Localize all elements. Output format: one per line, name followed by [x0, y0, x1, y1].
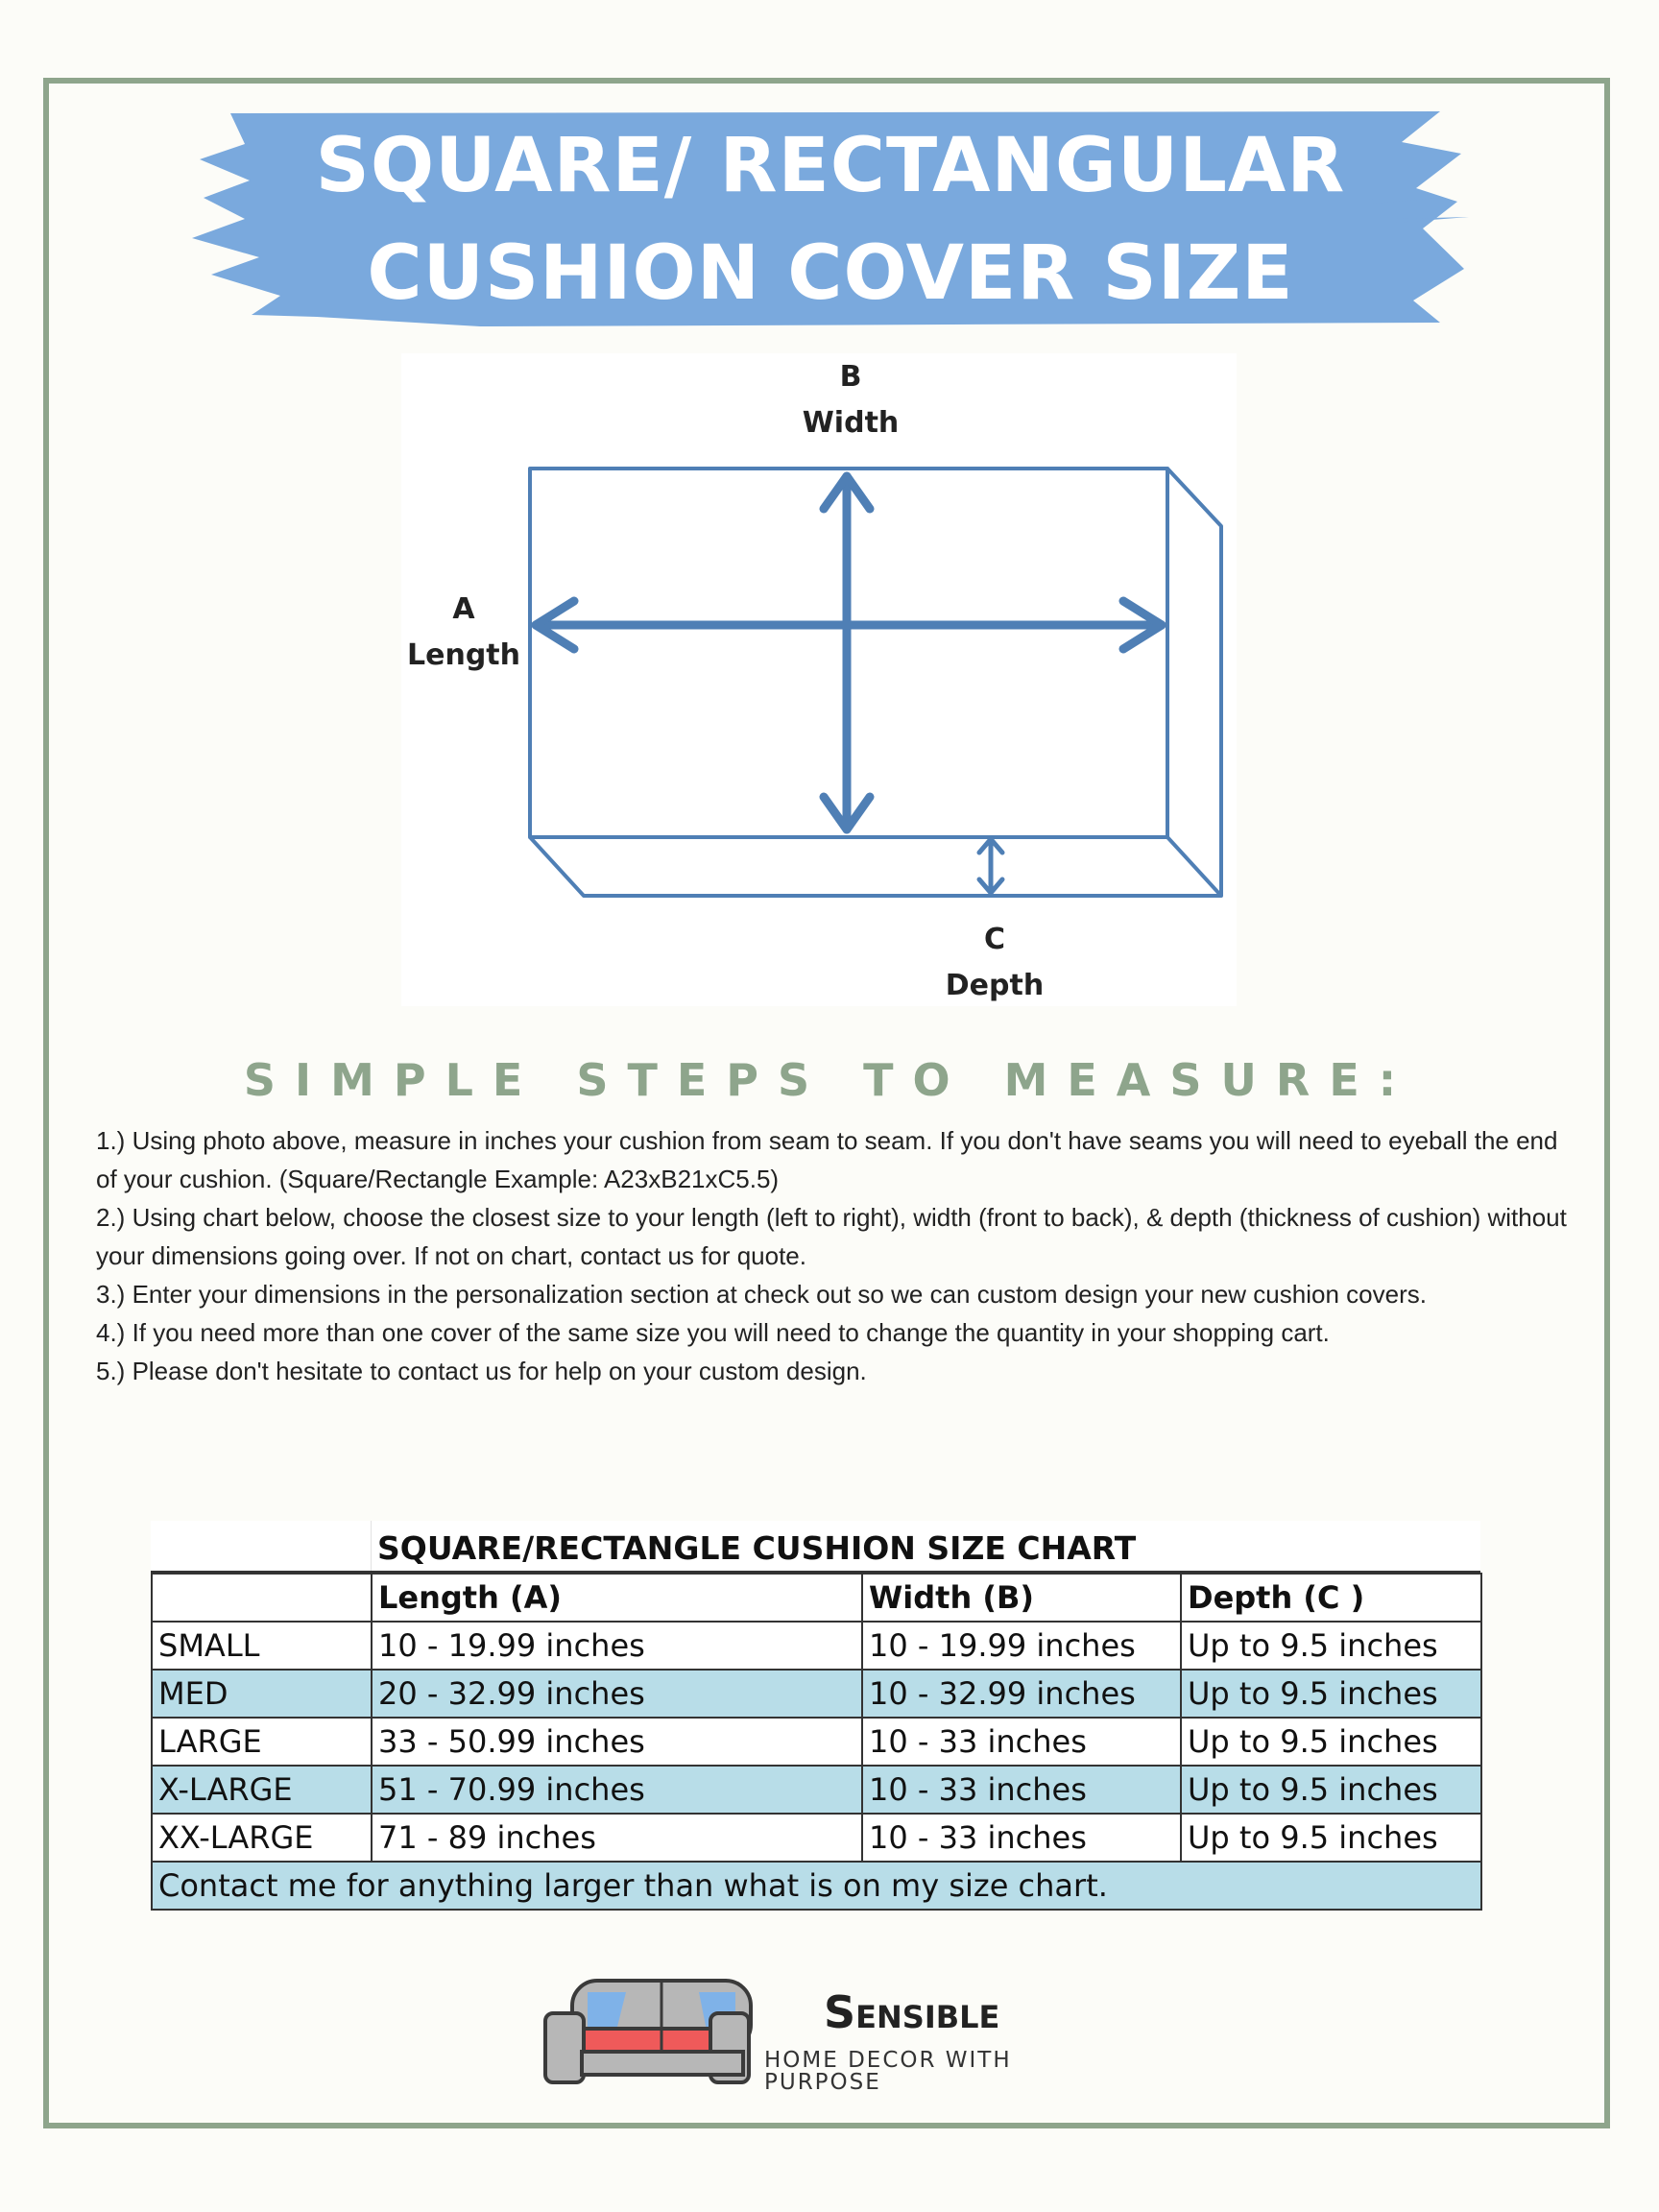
header-cell [152, 1574, 372, 1622]
length-cell: 10 - 19.99 inches [372, 1622, 862, 1670]
size-chart-title: SQUARE/RECTANGLE CUSHION SIZE CHART [377, 1529, 1137, 1567]
table-header-row [152, 1574, 1481, 1622]
step-item: 4.) If you need more than one cover of the same size you will need to change the quantity in your shopping cart. [96, 1318, 1330, 1347]
step-item: 1.) Using photo above, measure in inches your cushion from seam to seam. If you don't have seams you will need to eyeball the end of your cushion. (Square/Rectangle Example: A23xB21xC5.5) [96, 1126, 1558, 1193]
size-name-cell: XX-LARGE [152, 1814, 372, 1862]
width-cell: 10 - 33 inches [862, 1766, 1181, 1814]
cushion-box-drawing [401, 353, 1237, 1006]
depth-cell: Up to 9.5 inches [1181, 1670, 1481, 1718]
title-banner [192, 104, 1469, 334]
size-name-cell: SMALL [152, 1622, 372, 1670]
label-length: Length [407, 638, 520, 672]
size-chart [151, 1521, 1480, 1911]
length-cell: 51 - 70.99 inches [372, 1766, 862, 1814]
length-cell: 33 - 50.99 inches [372, 1718, 862, 1766]
label-a-letter: A [452, 592, 475, 626]
size-name-cell: MED [152, 1670, 372, 1718]
depth-cell: Up to 9.5 inches [1181, 1814, 1481, 1862]
length-cell: 71 - 89 inches [372, 1814, 862, 1862]
depth-cell: Up to 9.5 inches [1181, 1622, 1481, 1670]
table-note-row [152, 1862, 1481, 1910]
cushion-bottom-face [530, 837, 1221, 896]
table-row [152, 1670, 1481, 1718]
label-b-letter: B [839, 360, 862, 394]
size-chart-table [151, 1573, 1482, 1911]
sofa-icon [538, 1963, 758, 2088]
header-cell: Width (B) [862, 1574, 1181, 1622]
table-row [152, 1718, 1481, 1766]
size-chart-title-row [151, 1521, 1480, 1573]
width-arrow [824, 476, 870, 830]
size-name-cell: LARGE [152, 1718, 372, 1766]
header-cell: Depth (C ) [1181, 1574, 1481, 1622]
table-row [152, 1814, 1481, 1862]
step-item: 2.) Using chart below, choose the closest size to your length (left to right), width (front to back), & depth (thickness of cushion) without your dimensions going over. If not on chart, contact us for quote. [96, 1203, 1567, 1270]
banner-title-line-1: SQUARE/ RECTANGULAR [315, 123, 1346, 209]
header-cell: Length (A) [372, 1574, 862, 1622]
depth-arrow [979, 839, 1002, 893]
measurement-diagram [401, 353, 1237, 1006]
length-cell: 20 - 32.99 inches [372, 1670, 862, 1718]
step-item: 5.) Please don't hesitate to contact us for help on your custom design. [96, 1357, 867, 1385]
step-item: 3.) Enter your dimensions in the personalization section at check out so we can custom design your new cushion covers. [96, 1280, 1427, 1309]
steps-list [96, 1121, 1575, 1390]
depth-cell: Up to 9.5 inches [1181, 1718, 1481, 1766]
banner-title-line-2: CUSHION COVER SIZE [367, 230, 1294, 317]
cushion-side-face [1167, 469, 1221, 896]
label-width: Width [802, 406, 900, 440]
table-row [152, 1622, 1481, 1670]
size-name-cell: X-LARGE [152, 1766, 372, 1814]
width-cell: 10 - 33 inches [862, 1814, 1181, 1862]
steps-heading: SIMPLE STEPS TO MEASURE: [243, 1054, 1416, 1106]
width-cell: 10 - 33 inches [862, 1718, 1181, 1766]
width-cell: 10 - 19.99 inches [862, 1622, 1181, 1670]
width-cell: 10 - 32.99 inches [862, 1670, 1181, 1718]
label-depth: Depth [945, 969, 1045, 1002]
depth-cell: Up to 9.5 inches [1181, 1766, 1481, 1814]
table-row [152, 1766, 1481, 1814]
label-c-letter: C [983, 923, 1006, 956]
size-chart-note: Contact me for anything larger than what is on my size chart. [152, 1862, 1481, 1910]
brand-tagline: HOME DECOR WITH PURPOSE [764, 2048, 1012, 2095]
brand-name: Sensible [824, 1986, 1000, 2038]
brand-logo [538, 1963, 1133, 2095]
